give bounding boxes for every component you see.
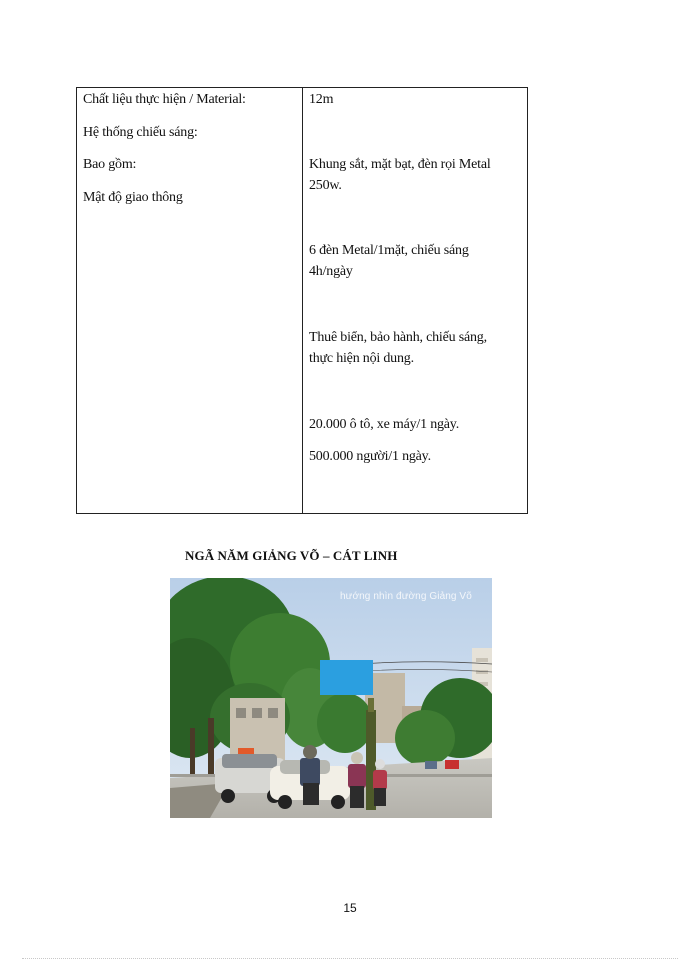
vehicle-traffic-value: 20.000 ô tô, xe máy/1 ngày. <box>309 417 460 432</box>
street-photo <box>170 578 492 818</box>
page-bottom-rule <box>22 958 678 959</box>
photo-caption: hướng nhìn đường Giảng Võ <box>340 591 472 602</box>
includes-label: Bao gồm: <box>83 157 137 172</box>
material-value: 12m <box>309 92 334 107</box>
page-number: 15 <box>343 901 357 915</box>
material-label: Chất liệu thực hiện / Material: <box>83 92 246 107</box>
spec-table <box>76 87 528 514</box>
lighting-system-label: Hệ thống chiếu sáng: <box>83 125 198 140</box>
pedestrian-traffic-value: 500.000 người/1 ngày. <box>309 449 431 464</box>
street-scene-image <box>170 578 492 818</box>
lighting-value: 6 đèn Metal/1mặt, chiếu sáng 4h/ngày <box>309 243 469 279</box>
billboard-highlight <box>320 660 373 695</box>
traffic-density-label: Mật độ giao thông <box>83 190 183 205</box>
frame-material-value: Khung sắt, mặt bạt, đèn rọi Metal 250w. <box>309 157 491 193</box>
location-heading: NGÃ NĂM GIẢNG VÕ – CÁT LINH <box>185 548 398 563</box>
column-divider <box>302 88 303 513</box>
service-includes-value: Thuê biển, bảo hành, chiếu sáng, thực hiện nội dung. <box>309 330 487 366</box>
